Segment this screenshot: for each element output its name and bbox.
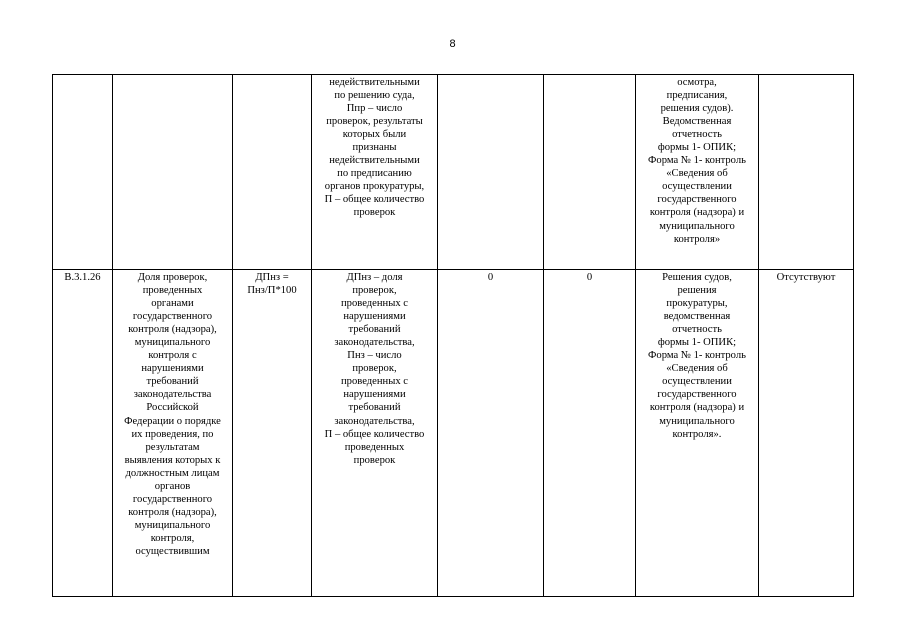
cell-code: В.3.1.26 — [53, 270, 113, 597]
cell-formula: ДПнз = Пнз/П*100 — [233, 270, 312, 597]
cell-note — [759, 75, 854, 270]
cell-source: осмотра, предписания, решения судов). Ведомственная отчетность формы 1- ОПИК; Форма № 1- контроль «Сведения об осуществлении государственного контроля (надзора) и муниципального контроля» — [636, 75, 759, 270]
cell-value-2: 0 — [544, 270, 636, 597]
cell-indicator-name: Доля проверок, проведенных органами государственного контроля (надзора), муниципального контроля с нарушениями требований законодательства Российской Федерации о порядке их проведения, по результатам выявления которых к должностным лицам органов государственного контроля (надзора), муниципального контроля, осуществившим — [113, 270, 233, 597]
cell-value-1 — [438, 75, 544, 270]
cell-description: недействительными по решению суда, Ппр – число проверок, результаты которых были признаны недействительными по предписанию органов прокуратуры, П – общее количество проверок — [312, 75, 438, 270]
indicator-table — [52, 74, 854, 597]
cell-value-2 — [544, 75, 636, 270]
cell-description: ДПнз – доля проверок, проведенных с нарушениями требований законодательства, Пнз – число проверок, проведенных с нарушениями требований законодательства, П – общее количество проведенных проверок — [312, 270, 438, 597]
cell-source: Решения судов, решения прокуратуры, ведомственная отчетность формы 1- ОПИК; Форма № 1- контроль «Сведения об осуществлении государственного контроля (надзора) и муниципального контроля». — [636, 270, 759, 597]
table-row — [53, 75, 854, 270]
cell-formula — [233, 75, 312, 270]
cell-note: Отсутствуют — [759, 270, 854, 597]
cell-value-1: 0 — [438, 270, 544, 597]
cell-indicator-name — [113, 75, 233, 270]
page-number: 8 — [449, 38, 456, 50]
cell-code — [53, 75, 113, 270]
table-row — [53, 270, 854, 597]
